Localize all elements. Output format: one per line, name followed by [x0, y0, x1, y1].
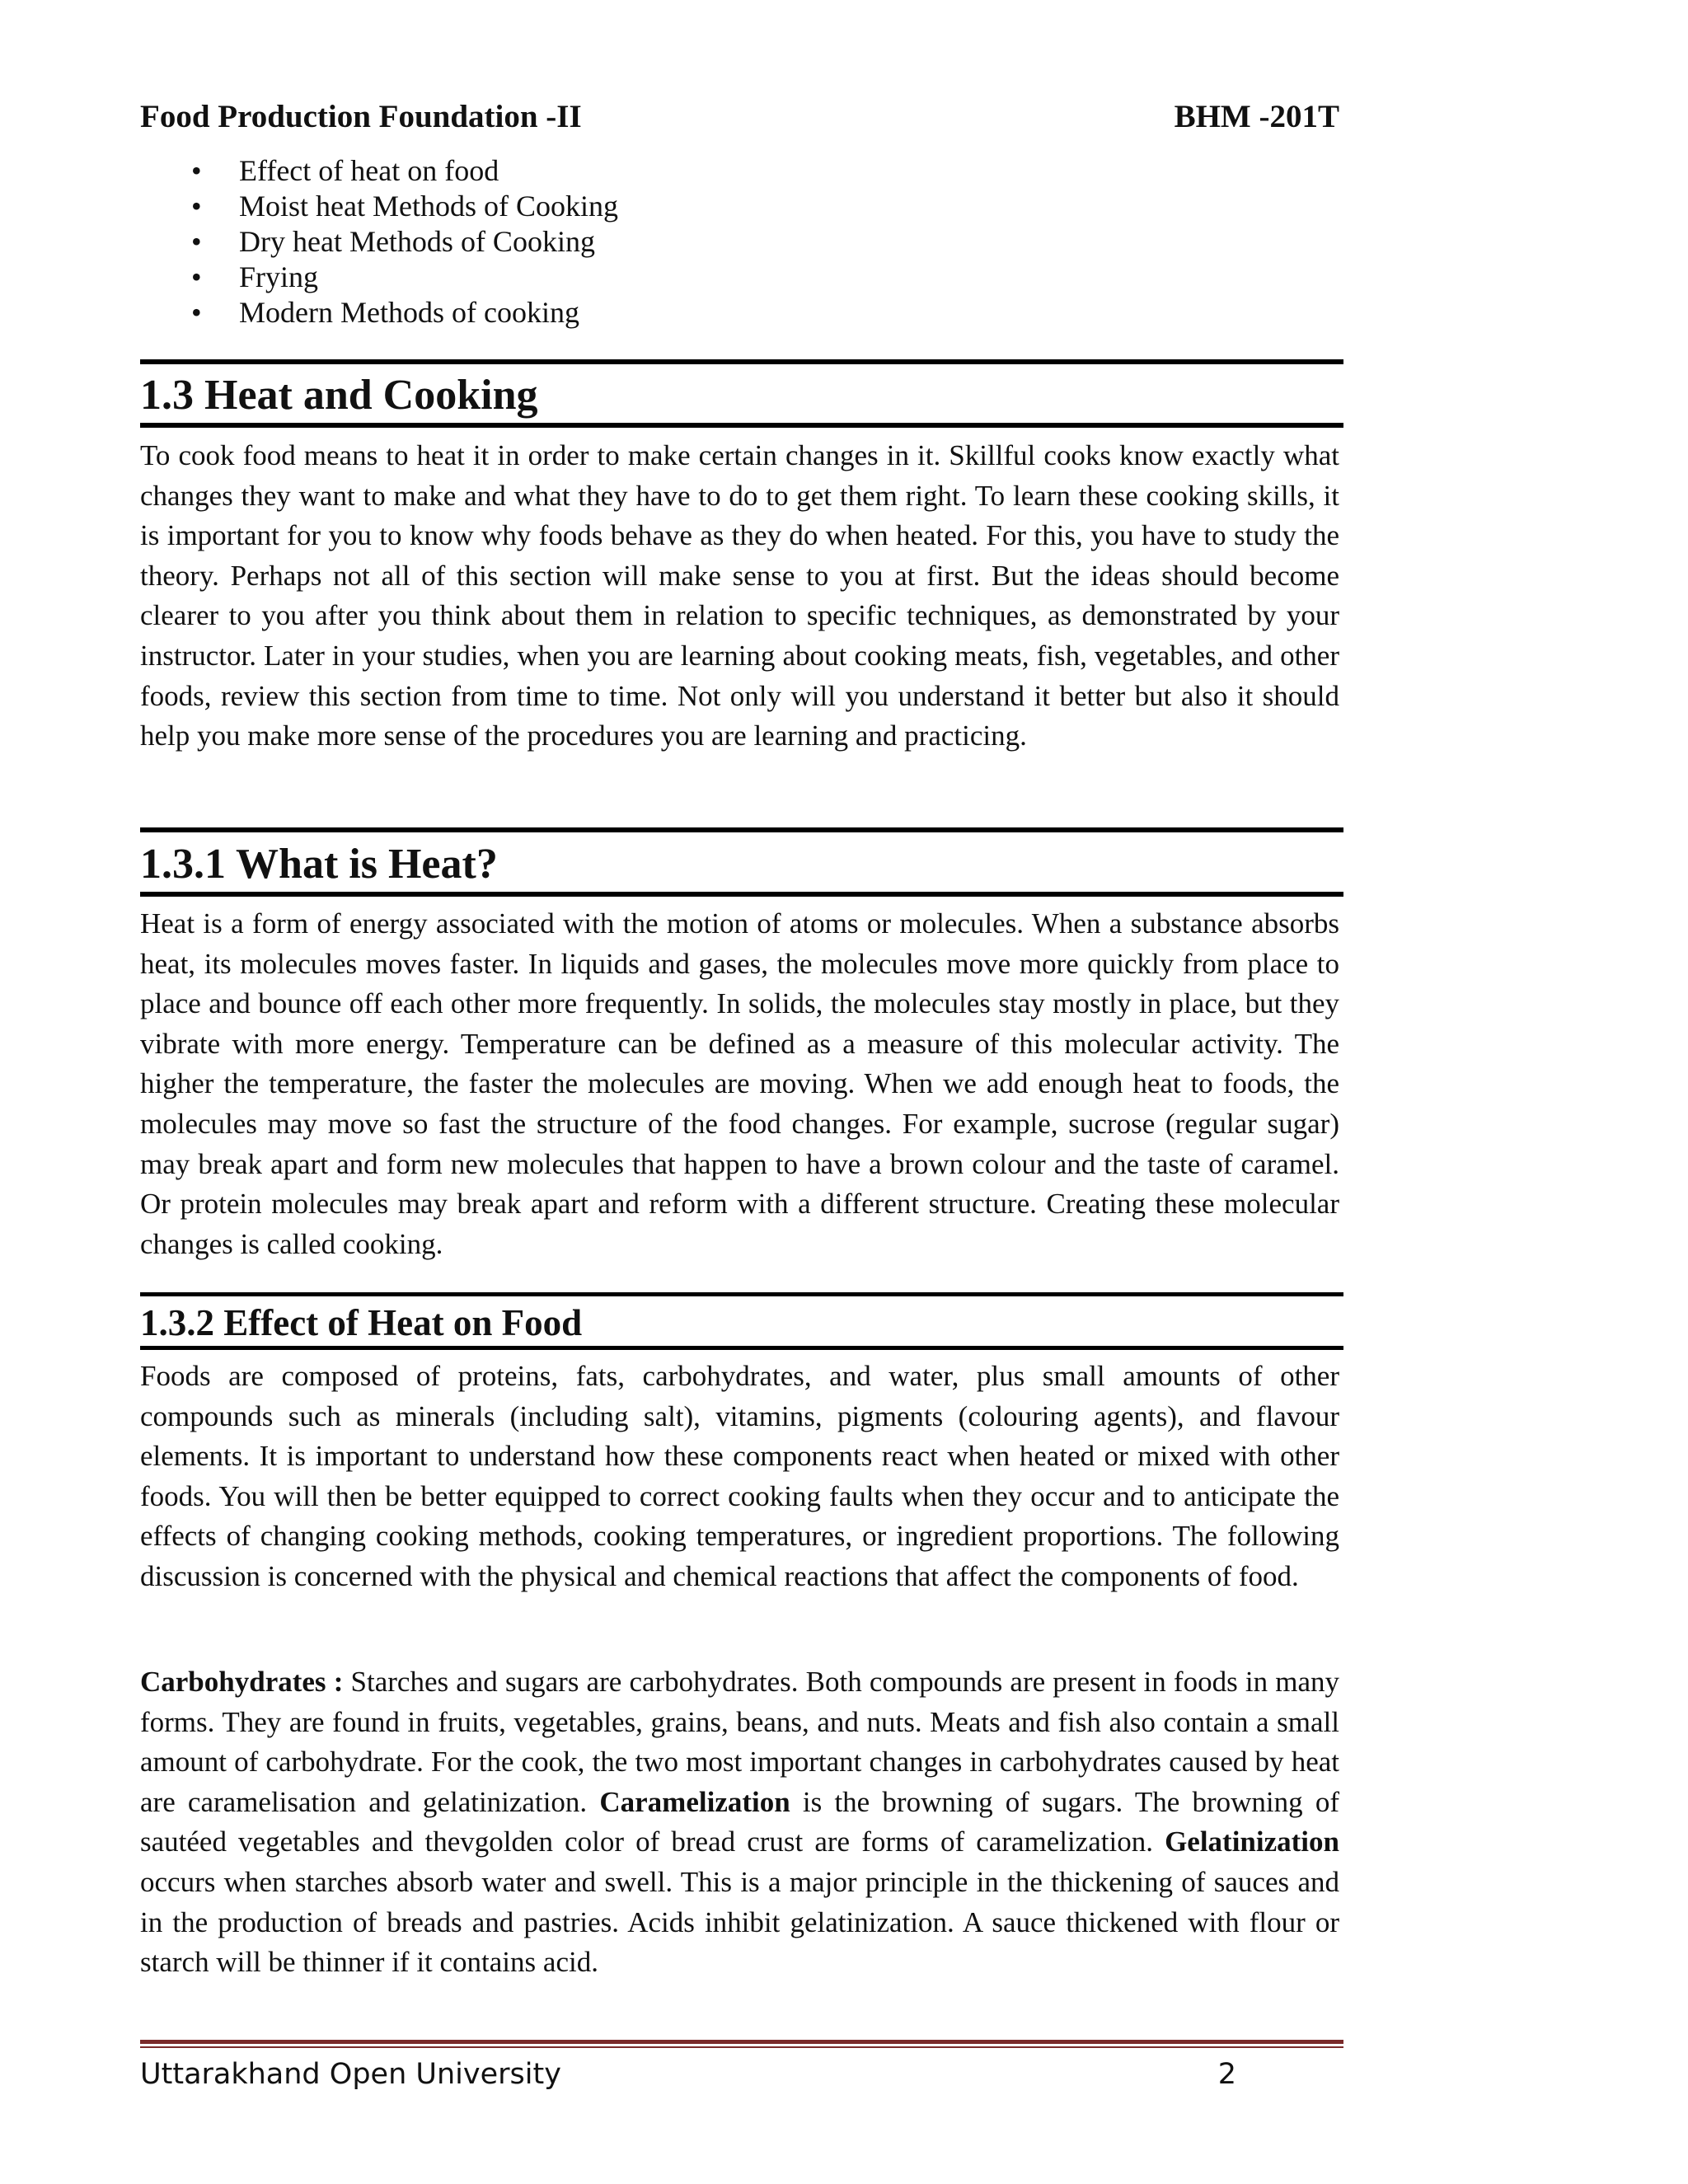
paragraph-what-is-heat: Heat is a form of energy associated with the motion of atoms or molecules. When a substance absorbs heat, its molecules moves faster. In liquids and gases, the molecules move more quickly from place to place and bounce off each other more frequently. In solids, the molecules stay mostly in place, but they vibrate with more energy. Temperature can be defined as a measure of this molecular activity. The higher the temperature, the faster the molecules are moving. When we add enough heat to foods, the molecules may move so fast the structure of the food changes. For example, sucrose (regular sugar) may break apart and form new molecules that happen to have a brown colour and the taste of caramel. Or protein molecules may break apart and reform with a different structure. Creating these molecular changes is called cooking.: [140, 907, 1339, 1260]
document-page: [140, 0, 1339, 2184]
section-heading-effect-of-heat: 1.3.2 Effect of Heat on Food: [140, 1302, 583, 1343]
footer-institution: Uttarakhand Open University: [140, 2058, 561, 2091]
list-item-text: Effect of heat on food: [239, 154, 499, 187]
paragraph-heat-and-cooking: To cook food means to heat it in order to make certain changes in it. Skillful cooks know exactly what changes they want to make and what they have to do to get them right. To learn these cooking skills, it is important for you to know why foods behave as they do when heated. For this, you have to study the theory. Perhaps not all of this section will make sense to you at first. But the ideas should become clearer to you after you think about them in relation to specific techniques, as demonstrated by your instructor. Later in your studies, when you are learning about cooking meats, fish, vegetables, and other foods, review this section from time to time. Not only will you understand it better but also it should help you make more sense of the procedures you are learning and practicing.: [140, 439, 1339, 752]
page-footer: [140, 2052, 1236, 2097]
paragraph-effect-of-heat: Foods are composed of proteins, fats, carbohydrates, and water, plus small amounts of other compounds such as minerals (including salt), vitamins, pigments (colouring agents), and flavour elements. It is important to understand how these components react when heated or mixed with other foods. You will then be better equipped to correct cooking faults when they occur and to anticipate the effects of changing cooking methods, cooking temperatures, or ingredient proportions. The following discussion is concerned with the physical and chemical reactions that affect the components of food.: [140, 1360, 1339, 1592]
list-item: [140, 260, 618, 295]
bullet-icon: •: [191, 190, 202, 223]
section-divider: [140, 1292, 1343, 1296]
course-code: BHM -201T: [1174, 99, 1339, 134]
carbohydrates-text-3: occurs when starches absorb water and swell. This is a major principle in the thickening of sauces and in the production of breads and pastries. Acids inhibit gelatinization. A sauce thickened with flour or starch will be thinner if it contains acid.: [140, 1865, 1339, 1979]
list-item-text: Dry heat Methods of Cooking: [239, 225, 595, 258]
section-divider: [140, 359, 1343, 364]
term-caramelization: Caramelization: [599, 1785, 790, 1818]
page-number: 2: [1217, 2058, 1236, 2091]
bullet-icon: •: [191, 296, 202, 329]
term-gelatinization: Gelatinization: [1165, 1825, 1339, 1858]
list-item: [140, 295, 618, 330]
bullet-icon: •: [191, 225, 202, 258]
list-item: [140, 189, 618, 224]
section-heading-heat-and-cooking: 1.3 Heat and Cooking: [140, 372, 538, 419]
section-divider: [140, 827, 1343, 832]
bullet-icon: •: [191, 260, 202, 293]
carbohydrates-text-2: is the browning of sugars. The browning of sautéed vegetables and thevgolden color of bread crust are forms of caramelization.: [140, 1785, 1340, 1858]
section-divider: [140, 892, 1343, 897]
topic-bullet-list: [140, 153, 618, 330]
list-item: [140, 153, 618, 189]
section-heading-what-is-heat: 1.3.1 What is Heat?: [140, 841, 498, 888]
running-header: [140, 97, 1339, 137]
list-item-text: Modern Methods of cooking: [239, 296, 579, 329]
carbohydrates-lead: Carbohydrates :: [140, 1666, 344, 1698]
bullet-icon: •: [191, 154, 202, 187]
list-item-text: Frying: [239, 260, 319, 293]
paragraph-carbohydrates: [140, 1662, 1339, 1983]
carbohydrates-text-1: Starches and sugars are carbohydrates. Both compounds are present in foods in many forms. They are found in fruits, vegetables, grains, beans, and nuts. Meats and fish also contain a small amount of carbohydrate. For the cook, the two most important changes in carbohydrates caused by heat are caramelisation and gelatinization.: [140, 1666, 1339, 1818]
section-divider: [140, 1346, 1343, 1350]
section-divider: [140, 423, 1343, 428]
course-title: Food Production Foundation -II: [140, 99, 582, 134]
footer-divider-thin: [140, 2046, 1343, 2048]
footer-divider: [140, 2040, 1343, 2044]
list-item: [140, 224, 618, 260]
list-item-text: Moist heat Methods of Cooking: [239, 190, 618, 223]
